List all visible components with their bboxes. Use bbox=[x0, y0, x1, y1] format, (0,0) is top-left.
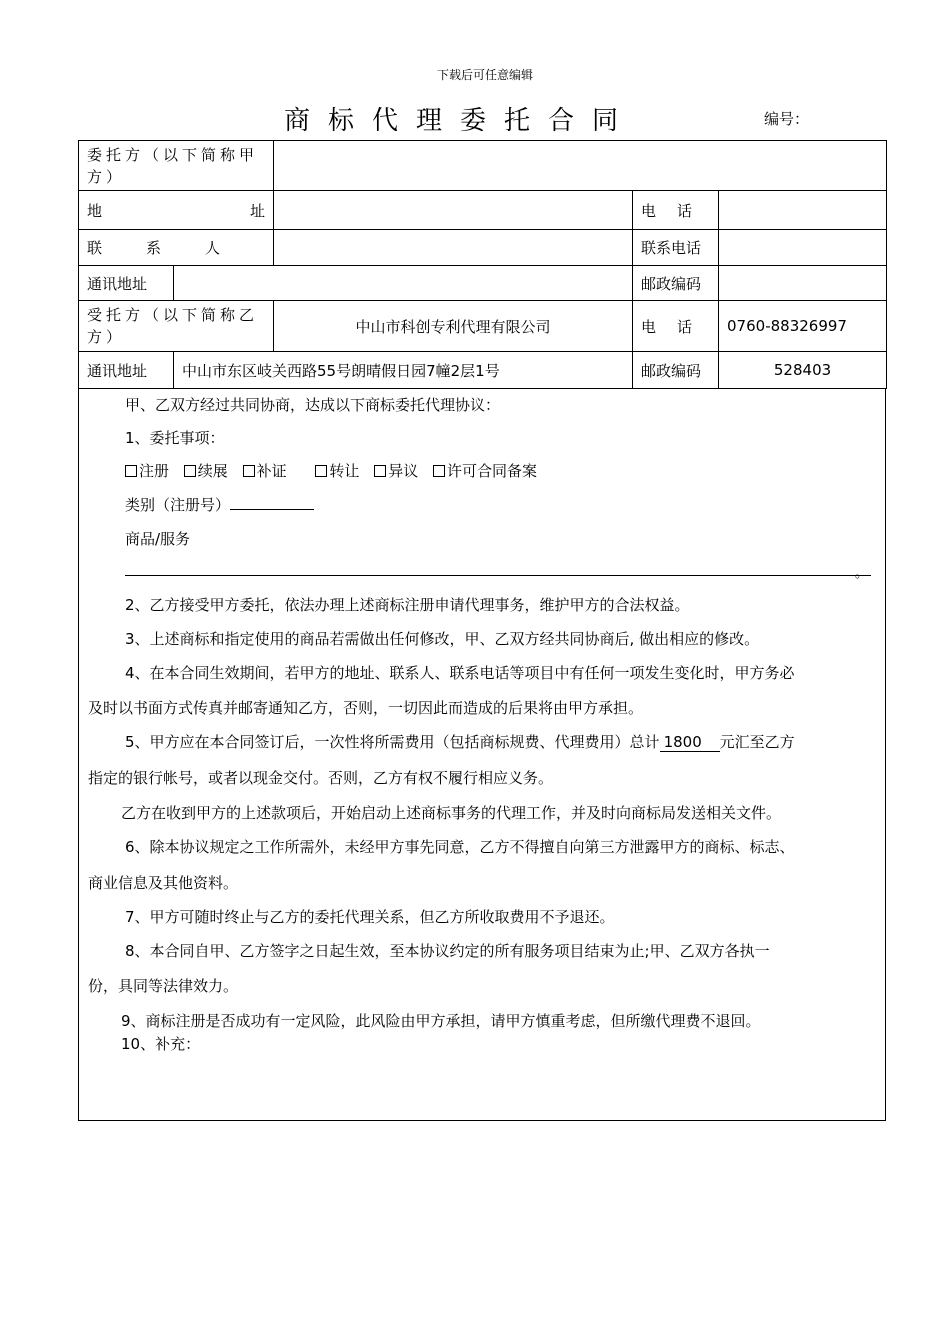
checkbox-icon bbox=[433, 465, 445, 477]
item-8-line-2: 份，具同等法律效力。 bbox=[88, 977, 239, 995]
client-label: 委托方（以下简称甲方） bbox=[79, 141, 274, 191]
client-postcode-field[interactable] bbox=[719, 266, 887, 301]
item-4-line-2: 及时以书面方式传真并邮寄通知乙方，否则，一切因此而造成的后果将由甲方承担。 bbox=[88, 699, 644, 717]
item-2: 2、乙方接受甲方委托，依法办理上述商标注册申请代理事务，维护甲方的合法权益。 bbox=[125, 596, 690, 614]
fee-amount: 1800 bbox=[660, 733, 720, 752]
agent-postcode: 528403 bbox=[719, 352, 887, 389]
goods-label: 商品/服务 bbox=[125, 530, 191, 548]
item-6-line-2: 商业信息及其他资料。 bbox=[88, 874, 239, 892]
contact-phone-label: 联系电话 bbox=[633, 230, 719, 266]
agent-name: 中山市科创专利代理有限公司 bbox=[274, 301, 633, 352]
client-address-field[interactable] bbox=[274, 191, 633, 230]
option-license-filing[interactable]: 许可合同备案 bbox=[433, 460, 537, 481]
agent-address: 中山市东区岐关西路55号朗晴假日园7幢2层1号 bbox=[174, 352, 633, 389]
phone-label: 电话 bbox=[641, 201, 693, 220]
client-mail-row bbox=[79, 266, 887, 301]
option-objection[interactable]: 异议 bbox=[374, 460, 418, 481]
item-1: 1、委托事项： bbox=[125, 429, 225, 447]
service-options bbox=[125, 460, 537, 481]
agent-mail-label: 通讯地址 bbox=[79, 352, 174, 389]
item-9: 9、商标注册是否成功有一定风险，此风险由甲方承担，请甲方慎重考虑，但所缴代理费不退回。 bbox=[121, 1012, 761, 1030]
option-transfer[interactable]: 转让 bbox=[315, 460, 359, 481]
agent-postcode-label: 邮政编码 bbox=[633, 352, 719, 389]
item-5-line-1: 5、甲方应在本合同签订后，一次性将所需费用（包括商标规费、代理费用）总计 1800 元汇至乙方 bbox=[125, 733, 795, 751]
option-register[interactable]: 注册 bbox=[125, 460, 169, 481]
checkbox-icon bbox=[184, 465, 196, 477]
checkbox-icon bbox=[125, 465, 137, 477]
item-6-line-1: 6、除本协议规定之工作所需外，未经甲方事先同意，乙方不得擅自向第三方泄露甲方的商标、标志、 bbox=[125, 838, 795, 856]
client-contact-field[interactable] bbox=[274, 230, 633, 266]
page-title: 商标代理委托合同 bbox=[283, 106, 636, 136]
goods-period: 。 bbox=[855, 566, 869, 581]
category-label: 类别（注册号） bbox=[125, 496, 231, 514]
item-3: 3、上述商标和指定使用的商品若需做出任何修改，甲、乙双方经共同协商后, 做出相应的修改。 bbox=[125, 630, 760, 648]
client-row bbox=[79, 141, 887, 191]
option-reissue[interactable]: 补证 bbox=[243, 460, 287, 481]
agent-label: 受托方（以下简称乙方） bbox=[79, 301, 274, 352]
client-mail-address-field[interactable] bbox=[174, 266, 633, 301]
checkbox-icon bbox=[243, 465, 255, 477]
checkbox-icon bbox=[374, 465, 386, 477]
item-10: 10、补充： bbox=[121, 1035, 201, 1053]
agent-row bbox=[79, 301, 887, 352]
item-4-line-1: 4、在本合同生效期间，若甲方的地址、联系人、联系电话等项目中有任何一项发生变化时，甲方务必 bbox=[125, 664, 795, 682]
address-label: 地址 bbox=[87, 201, 266, 220]
intro-text: 甲、乙双方经过共同协商，达成以下商标委托代理协议： bbox=[125, 396, 501, 414]
category-field[interactable] bbox=[230, 495, 314, 510]
contact-label: 联系人 bbox=[87, 239, 221, 257]
postcode-label: 邮政编码 bbox=[633, 266, 719, 301]
item-7: 7、甲方可随时终止与乙方的委托代理关系，但乙方所收取费用不予退还。 bbox=[125, 908, 615, 926]
header-note: 下载后可任意编辑 bbox=[436, 68, 533, 82]
client-contact-phone-field[interactable] bbox=[719, 230, 887, 266]
agreement-body bbox=[78, 388, 886, 1121]
client-phone-field[interactable] bbox=[719, 191, 887, 230]
contract-number-label: 编号： bbox=[764, 110, 810, 128]
client-contact-row bbox=[79, 230, 887, 266]
agent-phone: 0760-88326997 bbox=[719, 301, 887, 352]
item-5-line-2: 指定的银行帐号，或者以现金交付。否则，乙方有权不履行相应义务。 bbox=[88, 769, 554, 787]
option-renew[interactable]: 续展 bbox=[184, 460, 228, 481]
agent-mail-row bbox=[79, 352, 887, 389]
item-8-line-1: 8、本合同自甲、乙方签字之日起生效，至本协议约定的所有服务项目结束为止;甲、乙双方各执一 bbox=[125, 942, 770, 960]
goods-field[interactable] bbox=[125, 566, 871, 576]
checkbox-icon bbox=[315, 465, 327, 477]
category-line bbox=[125, 494, 314, 515]
client-address-row bbox=[79, 191, 887, 230]
item-5-line-3: 乙方在收到甲方的上述款项后，开始启动上述商标事务的代理工作，并及时向商标局发送相关文件。 bbox=[121, 804, 782, 822]
client-name-field[interactable] bbox=[274, 141, 887, 191]
agent-phone-label: 电话 bbox=[641, 317, 693, 336]
mail-address-label: 通讯地址 bbox=[79, 266, 174, 301]
party-info-table bbox=[78, 140, 887, 389]
